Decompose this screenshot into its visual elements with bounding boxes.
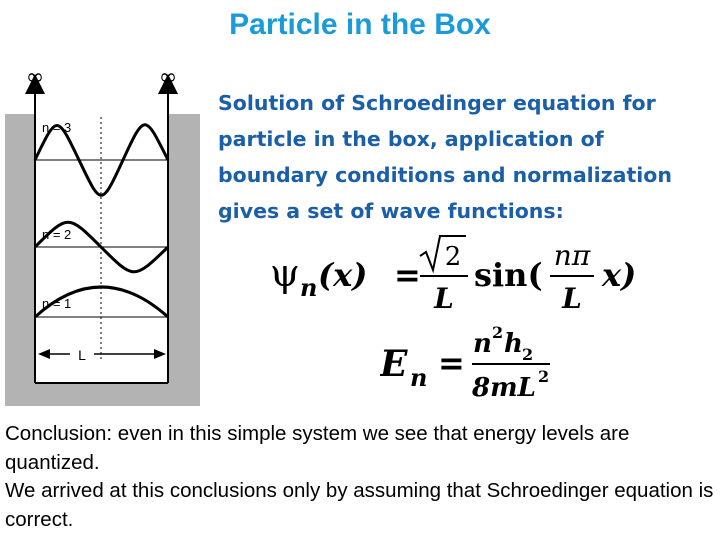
numerator-n-superscript: 2 (492, 323, 504, 342)
energy-subscript: n (410, 363, 428, 392)
label-n3: n = 3 (42, 120, 72, 135)
energy-symbol: E (380, 343, 408, 385)
denominator-superscript: 2 (538, 367, 550, 386)
particle-in-box-diagram (0, 62, 210, 412)
infinity-left: ∞ (25, 65, 45, 90)
solution-line: boundary conditions and normalization (218, 163, 672, 187)
infinity-right: ∞ (158, 65, 178, 90)
conclusion-paragraph-1: Conclusion: even in this simple system we see that energy levels are quantized. (5, 422, 630, 474)
conclusion-paragraph-2: We arrived at this conclusions only by assuming that Schroedinger equation is correct. (5, 479, 714, 531)
conclusion-text (5, 420, 717, 534)
sin-argument-tail: x) (602, 256, 637, 294)
fraction-denominator-1: L (434, 282, 454, 315)
solution-line: Solution of Schroedinger equation for (218, 91, 656, 115)
psi-equals: = (394, 256, 421, 294)
fraction-numerator-2: nπ (553, 239, 591, 272)
label-n1: n = 1 (42, 296, 72, 311)
left-wall (5, 114, 35, 406)
psi-symbol: ψ (270, 251, 300, 295)
numerator-h: h (504, 329, 523, 359)
psi-subscript: n (300, 273, 318, 302)
psi-argument: (x) (318, 256, 368, 294)
energy-denominator: 8mL (472, 373, 536, 403)
wavefunction-formula (270, 228, 690, 318)
sin-function: sin( (474, 256, 543, 294)
page-title: Particle in the Box (229, 8, 491, 41)
width-label: L (78, 347, 86, 363)
right-wall (168, 114, 200, 406)
solution-text (218, 85, 708, 229)
box-floor (5, 383, 200, 406)
numerator-n: n (473, 329, 492, 359)
width-arrow-left-head (38, 349, 50, 359)
energy-formula (380, 318, 600, 408)
width-arrow-right-head (154, 349, 166, 359)
solution-line: gives a set of wave functions: (218, 199, 564, 223)
fraction-denominator-2: L (562, 282, 582, 315)
label-n2: n = 2 (42, 227, 72, 242)
energy-equals: = (438, 344, 465, 382)
sqrt-number: 2 (444, 242, 462, 272)
numerator-h-subscript: 2 (522, 345, 534, 364)
solution-line: particle in the box, application of (218, 127, 604, 151)
